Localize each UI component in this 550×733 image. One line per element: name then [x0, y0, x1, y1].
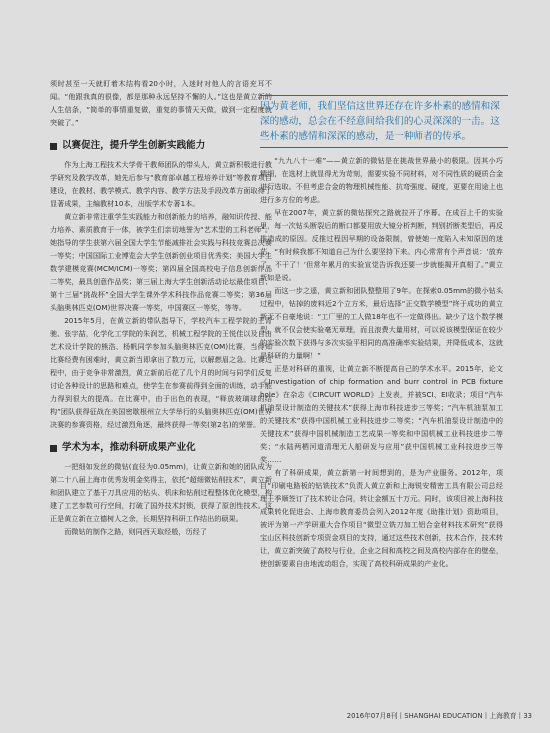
- body-paragraph: 早在2007年，黄立新的微钻探究之路就拉开了序幕。在成百上千的实验里，每一次钻头断裂后的断口都要用放大镜分析判断，判别折断类型后，再反推造成的原因。反推过程因早期的设备限制，曾使她一度陷入未知原因的迷茫，“有时候我都不知道自己为什么要坚持下来。内心常常有个声音说：‘放弃了，不干了！’但常年累月的实验宣觉告诉我还要一步就能揭开真相了。”黄立新如是说。: [260, 208, 503, 282]
- body-paragraph: 而这一步之遥，黄立新和团队整整用了9年。在探索0.05mm的微小钻头过程中，钻掉的废料近2个立方米，最后选择“正交数学模型”终于成功的黄立新无不自豪地说：“工厂里的工人做18年也不一定做得出。缺少了这个数学模型，就不仅会使实验毫无章理，而且浪费大量用材，可以说该模型保证在较少的实验次数下获得与多次实验平相同的高准确率实验结果，并降低成本，这就是科研的力量啊！”: [260, 286, 503, 360]
- body-paragraph: 2015年5月，在黄立新的带队指导下，学校汽车工程学院的王青驰、张宇喆，化学化工学院的朱润艺，机械工程学院的王悦佳以及自由艺术设计学院的熊浩、杨帆同学参加头脑奥林匹克(OM)比赛，当得知比赛经费有困难时，黄立新当即拿出了数万元，以解燃眉之急。比赛过程中，由于竞争非常激烈，黄立新前后花了几个月的时间与同学们反复讨论各种设计的思路和难点，使学生在参赛前得到全面的训练，动手能力得到很大的提高。在比赛中，由于出色的表现，“释放玻璃球的结构”团队获得征战在美国密歇根州立大学举行的头脑奥林匹克(OM)世界决赛的参赛资格，经过激烈角逐，最终获得一等奖(第2名)的荣誉。: [50, 316, 272, 429]
- right-column: [260, 154, 503, 570]
- square-bullet-icon: [50, 143, 57, 150]
- section-title: 以赛促注，提升学生创新实践能力: [62, 140, 206, 151]
- body-paragraph: 一把细如发丝的微钻(直径为0.05mm)，让黄立新和她的团队成为第二十八届上海市优秀发明金奖得主，依托“超细微钻削技术”，黄立新和团队建立了基于刀具应用的钻头、机床和钻削过程整体优化模型，构建了工艺参数可行空间，打破了国外技术封锁，获得了原创性技术。这正是黄立新在立德树人之余，长期坚持科研工作结出的硕果。: [50, 462, 272, 523]
- left-column: [50, 77, 272, 538]
- page-footer: 2016年07月8刊丨SHANGHAI EDUCATION丨上海教育丨33: [346, 712, 532, 720]
- section-heading-competitions: [50, 139, 272, 153]
- body-paragraph: 须时甚至一天就盯着木结构看20小时，入迷时对他人的言语充耳不闻。“他跟我真的很像，都是那种永远坚持不懈的人。”这也是黄立新的人生信条，“简单的事情重复做，重复的事情天天做，做到一定程度就突破了。”: [50, 79, 272, 127]
- section-title: 学术为本，推动科研成果产业化: [62, 442, 196, 453]
- body-paragraph: 作为上海工程技术大学骨干教师团队的带头人，黄立新积极进行教学研究及教学改革，她先后参与“教育部卓越工程培养计划”等教育项目建设，在教材、教学模式、教学内容、教学方法及手段改革方面取得了显著成果，主编教材10本，出版学术专著1本。: [50, 160, 272, 208]
- body-paragraph: “九九八十一难”——黄立新的微钻是在挑战世界最小的极限。因其小巧精细，在选材上就显得尤为苛刻，需要实验不同材料，对不同性质的硬质合金进行选取。不但考虑合金的物理机械性能、抗弯强度、硬度，更要在用途上也进行多方位的考虑。: [260, 156, 503, 204]
- square-bullet-icon: [50, 445, 57, 452]
- body-paragraph: 而微钻的制作之路，则同西天取经般，历经了: [64, 527, 208, 536]
- body-paragraph: 正是对科研的重视，让黄立新不断提高自己的学术水平。2015年，论文《Investigation of chip formation and burr control in PCB fixture hole》在杂志《CIRCUIT WORLD》上发表，并被SCI、EI收录；项目“汽车机油泵设计制造的关键技术”获得上海市科技进步三等奖；“汽车机油泵加工的关键技术”获得中国机械工业科技进步二等奖；“汽车机油泵设计制造中的关键技术”获得中国机械制造工艺成果一等奖和中国机械工业科技进步二等奖；“水陆两栖河道清理无人船研发与应用”获中国机械工业科技进步三等奖……: [260, 364, 503, 464]
- body-paragraph: 黄立新非常注重学生实践能力和创新能力的培养，融知识传授、能力培养、素质教育于一体，被学生们亲切地誉为“艺术型的工科老师”。她指导的学生获第六届全国大学生节能减排社会实践与科技竞赛总决赛一等奖；中国国际工业博览会大学生创新创业项目优秀奖；美国大学生数学建模竞赛(MCM/ICM)一等奖；第四届全国高校电子信息创新作品二等奖，最具创意作品奖；第三届上海大学生创新活动论坛最佳项目；第十三届“挑战杯”全国大学生课外学术科技作品竞赛二等奖；第36届头脑奥林匹克(OM)世界决赛一等奖，中国赛区一等奖，等等。: [50, 212, 272, 312]
- body-paragraph: 有了科研成果，黄立新第一时间想到的，是为产业服务。2012年，项目“印刷电路板的钻铣技术”负责人黄立新和上海锐安精密工具有限公司总经理王季顺签订了技术转让合同，转让金额五十万元。同时，该项目被上海科技成果转化促进会、上海市教育委员会列入2012年度《助推计划》资助项目，被评为第一产学研重大合作项目“微型立铣刀加工铝合金材料技术研究”获得宝山区科技创新专项资金项目的支持，通过这些技术创新，技术合作，技术转让，黄立新突破了高校与行业，企业之间和高校之间及高校内部存在的壁垒，使创新要素自由地流动组合，实现了高校科研成果的产业化。: [260, 468, 503, 568]
- section-heading-research: [50, 441, 272, 455]
- pull-quote: 因为黄老师，我们坚信这世界还存在许多朴素的感情和深深的感动，总会在不经意间给我们的心灵深深的一击。这些朴素的感情和深深的感动，是一种师者的传承。: [260, 95, 508, 148]
